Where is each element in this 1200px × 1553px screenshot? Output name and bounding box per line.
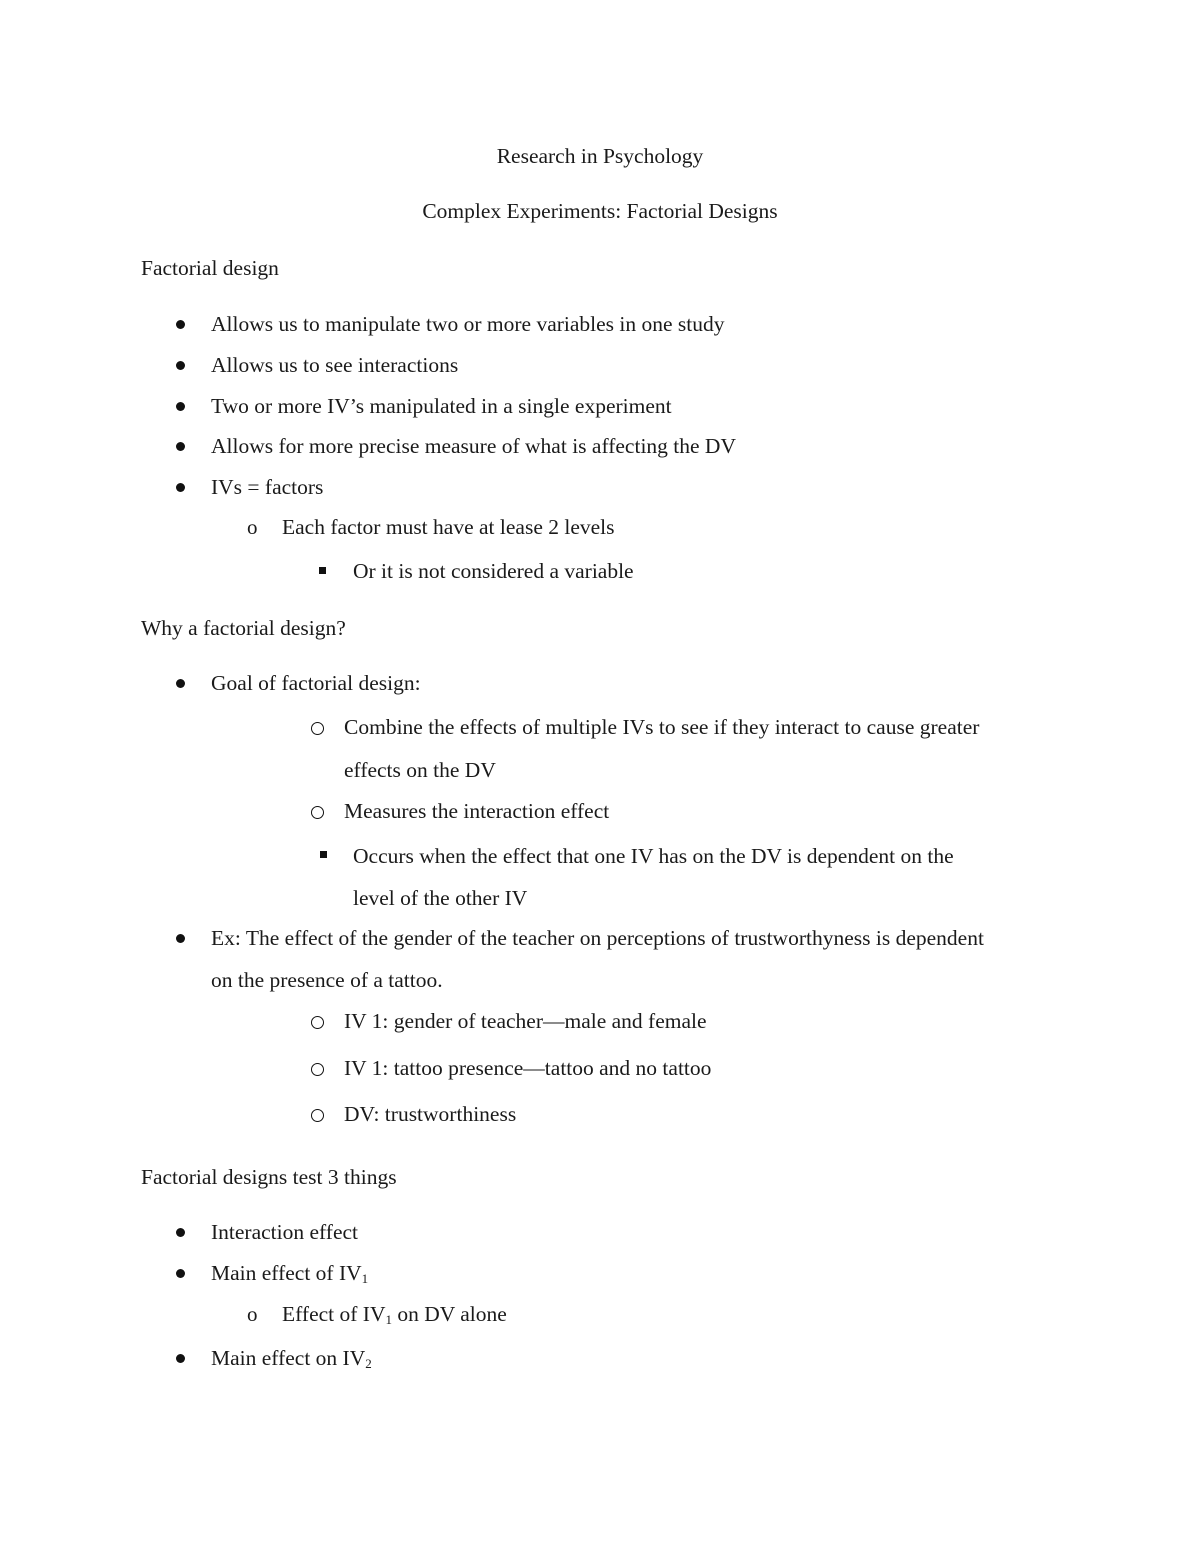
bullet-dot-icon — [176, 934, 185, 943]
bullet-dot-icon — [176, 483, 185, 492]
list-item: IVs = factors — [211, 475, 324, 499]
list-item: Allows us to manipulate two or more variables in one study — [211, 312, 725, 336]
list-item: Goal of factorial design: — [211, 671, 421, 695]
list-item: Two or more IV’s manipulated in a single experiment — [211, 394, 672, 418]
list-item: Main effect of $IV_1$ — [211, 1261, 369, 1286]
list-item-continuation: level of the other IV — [353, 886, 528, 910]
bullet-dot-icon — [176, 1354, 185, 1363]
list-item: Measures the interaction effect — [344, 799, 610, 823]
bullet-dot-icon — [176, 1228, 185, 1237]
list-item: Ex: The effect of the gender of the teacher on perceptions of trustworthyness is dependent — [211, 926, 984, 950]
list-item: Interaction effect — [211, 1220, 359, 1244]
bullet-dot-icon — [176, 442, 185, 451]
list-item: Allows for more precise measure of what is affecting the DV — [211, 434, 736, 458]
list-item: Combine the effects of multiple IVs to see if they interact to cause greater — [344, 715, 980, 739]
list-item: IV 1: gender of teacher—male and female — [344, 1009, 707, 1033]
list-item: Or it is not considered a variable — [353, 559, 634, 583]
list-item: Effect of $IV_1$ on DV alone — [282, 1302, 507, 1327]
list-item-continuation: on the presence of a tattoo. — [211, 968, 443, 992]
bullet-circle-icon — [311, 1063, 324, 1076]
list-item-continuation: effects on the DV — [344, 758, 496, 782]
bullet-square-icon — [320, 851, 327, 858]
bullet-circle-icon — [311, 806, 324, 819]
bullet-circle-icon: o — [247, 1302, 258, 1326]
section-heading-factorial-tests: Factorial designs test 3 things — [141, 1165, 397, 1189]
section-heading-factorial-design: Factorial design — [141, 256, 279, 280]
bullet-dot-icon — [176, 679, 185, 688]
bullet-dot-icon — [176, 402, 185, 411]
list-item: Main effect on $IV_2$ — [211, 1346, 372, 1371]
bullet-circle-icon — [311, 722, 324, 735]
list-item: IV 1: tattoo presence—tattoo and no tattoo — [344, 1056, 712, 1080]
bullet-circle-icon — [311, 1016, 324, 1029]
document-title: Research in Psychology — [496, 144, 704, 168]
section-heading-why-factorial: Why a factorial design? — [141, 616, 346, 640]
bullet-dot-icon — [176, 361, 185, 370]
bullet-circle-icon — [311, 1109, 324, 1122]
bullet-dot-icon — [176, 1269, 185, 1278]
document-subtitle: Complex Experiments: Factorial Designs — [422, 199, 778, 223]
list-item: Each factor must have at lease 2 levels — [282, 515, 615, 539]
list-item: Allows us to see interactions — [211, 353, 459, 377]
list-item: DV: trustworthiness — [344, 1102, 517, 1126]
bullet-circle-icon: o — [247, 515, 258, 539]
bullet-square-icon — [319, 567, 326, 574]
bullet-dot-icon — [176, 320, 185, 329]
list-item: Occurs when the effect that one IV has on the DV is dependent on the — [353, 844, 954, 868]
